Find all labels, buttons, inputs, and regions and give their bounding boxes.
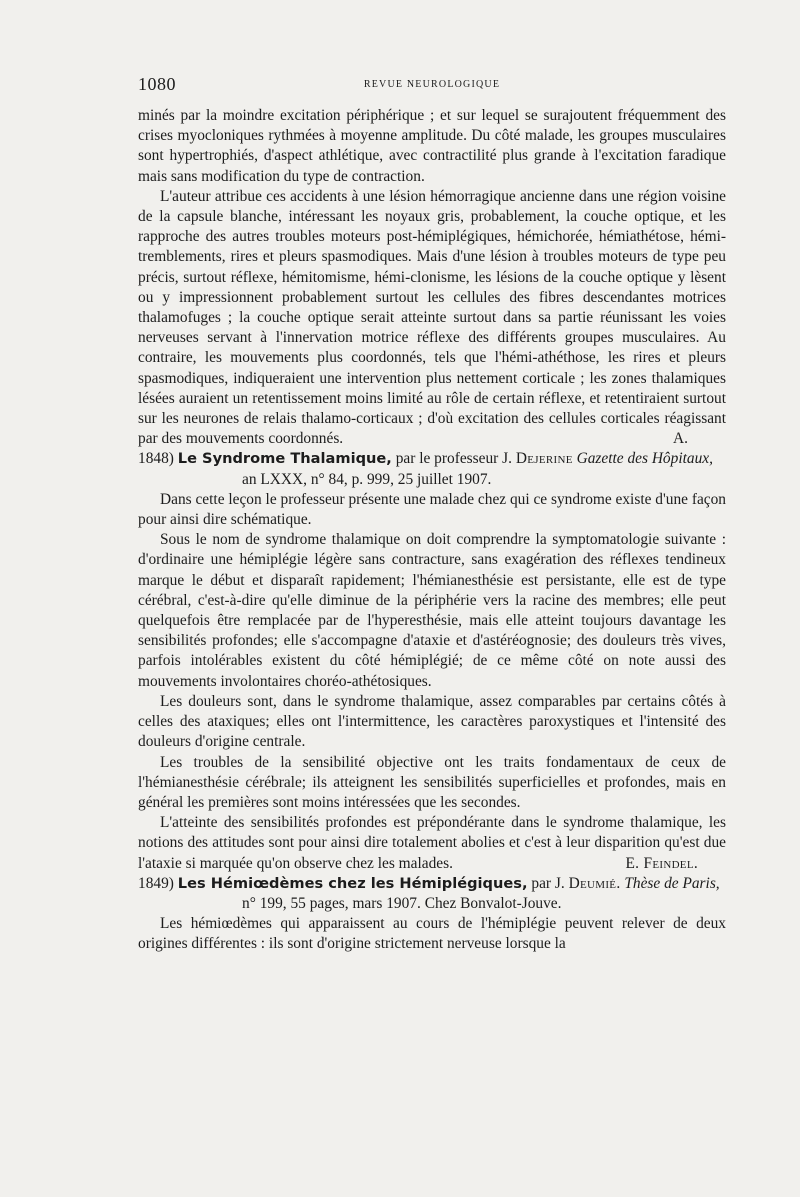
entry-1849-number: 1849) [138,874,174,892]
entry-1848-by: par le professeur J. [395,450,512,468]
entry-1849-journal: Thèse de Paris, [624,874,720,892]
entry-1848-citation: an LXXX, n° 84, p. 999, 25 juillet 1907. [242,470,492,488]
entry-1849-author: Deumié. [568,874,621,892]
running-head: REVUE NEUROLOGIQUE [363,79,501,90]
page-header [138,74,726,96]
entry-1848-paragraph-5-text: L'atteinte des sensibilités profondes est prépondérante dans le syndrome thalamique, les notions des attitudes sont pour ainsi dire totalement abolies et c'est à leur disparition qu'est due l'ataxie si marquée qu'on observe chez les malades. [138,814,726,872]
intro-paragraph-1: minés par la moindre excitation périphérique ; et sur lequel se surajoutent fréquemment des crises myocloniques rythmées à moyenne amplitude. Du côté malade, les groupes musculaires sont hypertrophiés, d'aspect athlétique, avec contractilité plus grande à l'excitation faradique mais sans modification du type de contraction. [138,107,726,185]
entry-1849-paragraph-1: Les hémiœdèmes qui apparaissent au cours de l'hémiplégie peuvent relever de deux origines différentes : ils sont d'origine strictement nerveuse lorsque la [138,915,726,953]
page-number: 1080 [138,74,176,94]
entry-1849-heading [138,874,726,914]
entry-1848-paragraph-2: Sous le nom de syndrome thalamique on doit comprendre la symptomatologie suivante : d'ordinaire une hémiplégie légère sans contracture, sans exagération des réflexes tendineux marque le début et disparaît rapidement; l'hémianesthésie est persistante, elle est de type cérébral, c'est-à-dire qu'elle diminue de la périphérie vers la racine des membres; elle peut quelquefois être remplacée par de l'hyperesthésie, mais elle atteint toujours davantage les sensibilités profondes; elle s'accompagne d'ataxie et d'astéréognosie; des douleurs très vives, parfois intolérables existent du côté hémiplégié; de ce même côté on note aussi des mouvements involontaires choréo-athétosiques. [138,531,726,690]
entry-1848-heading [138,449,726,489]
entry-1849-citation: n° 199, 55 pages, mars 1907. Chez Bonvalot-Jouve. [242,894,562,912]
page-content [138,74,726,955]
entry-1848-journal: Gazette des Hôpitaux, [576,450,713,468]
article-body [138,106,726,955]
entry-1848-number: 1848) [138,450,174,468]
entry-1849-title: Les Hémiœdèmes chez les Hémiplégiques, [177,874,528,892]
intro-paragraph-2-text: L'auteur attribue ces accidents à une lésion hémorragique ancienne dans une région voisine de la capsule blanche, intéressant les noyaux gris, probablement, la couche optique, et les rapproche des autres troubles moteurs post-hémiplégiques, hémichorée, hémiathétose, hémi-tremblements, rires et pleurs spasmodiques. Mais d'une lésion à troubles moteurs de type peu précis, surtout réflexe, hémitomisme, hémi-clonisme, les lésions de la couche optique y lèsent ou y impressionnent probablement surtout les cellules des fibres descendantes motrices thalamofuges ; la couche optique serait atteinte surtout dans sa partie réunissant les voies nerveuses servant à l'innervation motrice réflexe des différents groupes musculaires. Au contraire, les mouvements plus coordonnés, tels que l'hémi-athéthose, les rires et pleurs spasmodiques, indiqueraient une intervention plus nettement corticale ; les zones thalamiques lésées auraient un retentissement moins limité au rôle de certain réflexe, et retentiraient surtout sur les neurones de relais thalamo-corticaux ; d'où excitation des cellules corticales réagissant par des mouvements coordonnés. [138,187,726,448]
entry-1849-by: par J. [531,874,565,892]
entry-1848-title: Le Syndrome Thalamique, [177,450,392,468]
entry-1848-paragraph-4: Les troubles de la sensibilité objective ont les traits fondamentaux de ceux de l'hémianesthésie cérébrale; ils atteignent les sensibilités superficielles et profondes, mais en général les premières sont moins intéressées que les secondes. [138,753,726,811]
entry-1848-paragraph-5 [138,813,726,874]
intro-paragraph-2 [138,187,726,450]
entry-1848-paragraph-1: Dans cette leçon le professeur présente une malade chez qui ce syndrome existe d'une façon pour ainsi dire schématique. [138,490,726,529]
entry-1848-signature: E. Feindel. [625,854,698,872]
entry-1848-paragraph-3: Les douleurs sont, dans le syndrome thalamique, assez comparables par certains côtés à celles des ataxiques; elles ont l'intermittence, les caractères paroxystiques et l'intensité des douleurs d'origine centrale. [138,692,726,751]
intro-signature: A. [673,430,688,448]
entry-1848-author: Dejerine [515,450,573,468]
